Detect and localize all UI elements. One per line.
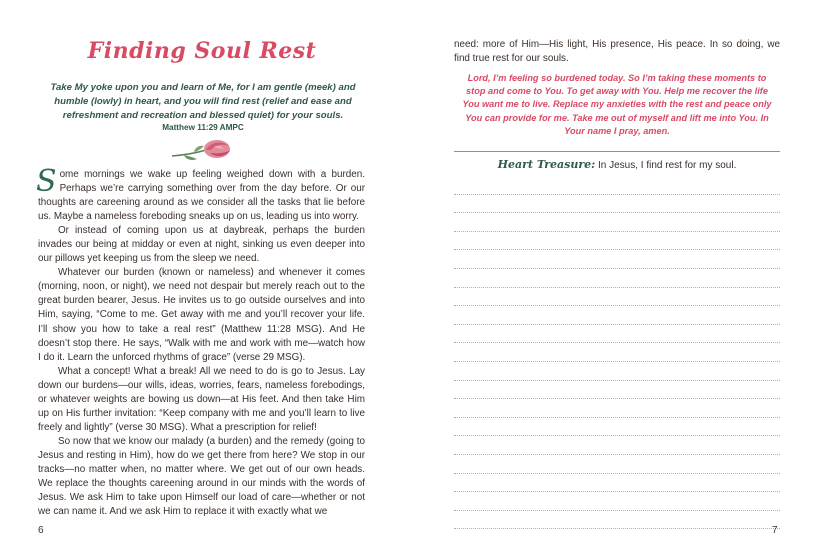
body-paragraph-text: ome mornings we wake up feeling weighed down with a burden. Perhaps we’re carrying something over from the day before. Or our thoughts are careening around as we consider all the tasks that lie before us. Maybe a nameless foreboding sneaks up on us, leading us into worry. — [38, 169, 365, 223]
section-divider — [454, 151, 780, 152]
journal-line[interactable] — [454, 362, 780, 381]
drop-cap: S — [36, 164, 57, 199]
epigraph-reference: Matthew 11:29 AMPC — [162, 123, 244, 132]
journal-line[interactable] — [454, 250, 780, 269]
body-paragraph: So now that we know our malady (a burden) and the remedy (going to Jesus and resting in Him), how do we get there from here? We stop in our tracks—no matter when, no matter where. We get out of our own heads. We replace the thoughts careening around in our minds with the words of Jesus. We ask Him to take upon Himself our load of care—whether or not we can name it. And we ask Him to replace it with exactly what we — [38, 435, 365, 518]
body-paragraph — [36, 164, 365, 224]
journal-line[interactable] — [454, 381, 780, 400]
page-title: Finding Soul Rest — [87, 38, 317, 64]
body-paragraph: Or instead of coming upon us at daybreak, perhaps the burden invades our being at midday or even at night, sinking us even deeper into our pillows yet keeping us from the sleep we need. — [38, 225, 365, 265]
journal-line[interactable] — [454, 306, 780, 325]
journal-line[interactable] — [454, 213, 780, 232]
heart-treasure-label: Heart Treasure: — [497, 158, 596, 171]
body-paragraph: What a concept! What a break! All we need to do is go to Jesus. Lay down our burdens—our wills, ideas, worries, fears, nameless forebodings, or whatever weights are bowing us down—at His feet. And then take Him up on His further invitation: “Keep company with me and you’ll learn to live freely and lightly” (verse 30 MSG). What a prescription for relief! — [38, 365, 365, 433]
page-number: 7 — [772, 525, 778, 536]
journal-line[interactable] — [454, 455, 780, 474]
devotional-body — [36, 164, 365, 519]
rose-illustration — [170, 138, 236, 164]
journal-line[interactable] — [454, 343, 780, 362]
journal-line[interactable] — [454, 195, 780, 214]
prayer-text: Lord, I’m feeling so burdened today. So I’m taking these moments to stop and come to You. To get away with You. Help me recover the life You want me to live. Replace my anxieties with the rest and peace only You can provide for me. Take me out of myself and lift me into You. In Your name I pray, amen. — [462, 73, 772, 136]
heart-treasure-text: In Jesus, I find rest for my soul. — [597, 160, 737, 171]
right-page — [410, 0, 819, 558]
journal-line[interactable] — [454, 511, 780, 530]
journal-line[interactable] — [454, 176, 780, 195]
continued-text: need: more of Him—His light, His presence, His peace. In so doing, we find true rest for our souls. — [454, 39, 780, 65]
journal-line[interactable] — [454, 418, 780, 437]
journal-line[interactable] — [454, 269, 780, 288]
journal-line[interactable] — [454, 325, 780, 344]
journal-line[interactable] — [454, 399, 780, 418]
journal-line[interactable] — [454, 288, 780, 307]
journal-line[interactable] — [454, 492, 780, 511]
heart-treasure — [454, 158, 780, 171]
journal-line[interactable] — [454, 232, 780, 251]
page-number: 6 — [38, 525, 44, 536]
epigraph-verse: Take My yoke upon you and learn of Me, for I am gentle (meek) and humble (lowly) in heart, and you will find rest (relief and ease and refreshment and recreation and blessed quiet) for your souls. — [50, 82, 356, 122]
body-paragraph: Whatever our burden (known or nameless) and whenever it comes (morning, noon, or night), we need not despair but merely reach out to the great burden bearer, Jesus. He invites us to go outside ourselves and into Him, saying, “Come to me. Get away with me and you’ll recover your life. I’ll show you how to take a real rest” (Matthew 11:28 MSG). And He doesn’t stop there. He says, “Walk with me and work with me—watch how I do it. Learn the unforced rhythms of grace” (verse 29 MSG). — [38, 267, 365, 363]
journal-lines — [454, 176, 780, 529]
journal-line[interactable] — [454, 474, 780, 493]
journal-line[interactable] — [454, 436, 780, 455]
